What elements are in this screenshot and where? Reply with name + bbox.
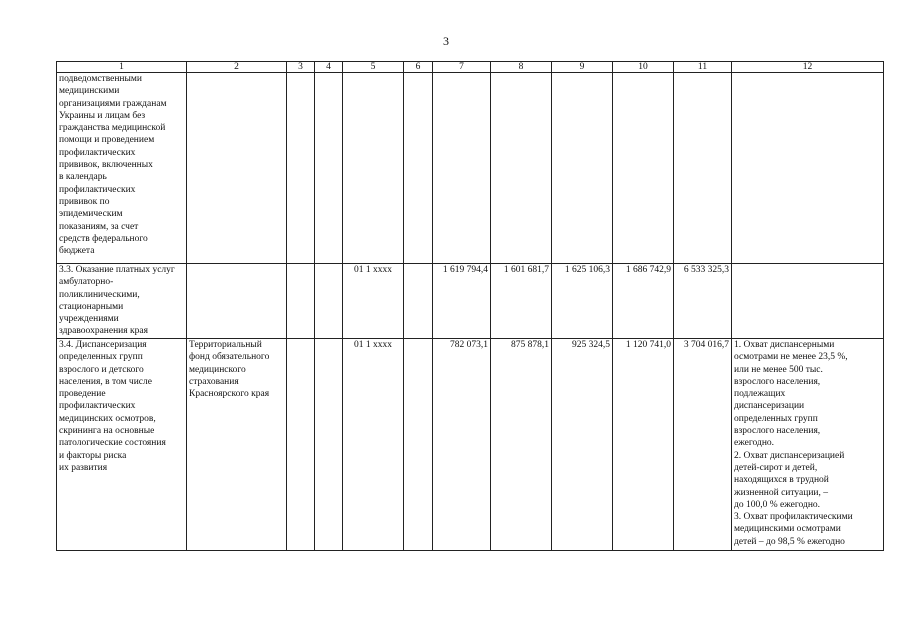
text-line: находящихся в трудной <box>734 475 829 486</box>
text-line: взрослого и детского <box>59 364 144 375</box>
text-line: населения, в том числе <box>59 376 152 387</box>
column-header: 12 <box>732 62 884 73</box>
text-line: Украины и лицам без <box>59 110 146 121</box>
column-header: 8 <box>491 62 552 73</box>
column-header: 9 <box>552 62 613 73</box>
text-line: средств федерального <box>59 233 148 244</box>
empty-cell <box>433 73 491 264</box>
text-line: 1. Охват диспансерными <box>734 340 835 350</box>
empty-cell <box>404 73 433 264</box>
budget-code: 01 1 хххх <box>343 339 404 551</box>
text-line: скрининга на основные <box>59 426 155 437</box>
text-line: Территориальный <box>189 340 262 350</box>
empty-cell <box>187 264 287 339</box>
text-line: в календарь <box>59 172 107 183</box>
column-header-row <box>57 62 884 73</box>
text-line: организациями гражданам <box>59 98 167 109</box>
text-line: подлежащих <box>734 389 786 400</box>
text-line: определенных групп <box>59 352 143 363</box>
text-line: показаниям, за счет <box>59 221 139 232</box>
text-line: профилактических <box>59 401 136 412</box>
text-line: профилактических <box>59 147 136 158</box>
text-line: 3. Охват профилактическими <box>734 512 853 523</box>
empty-cell <box>732 264 884 339</box>
text-line: поликлиническими, <box>59 289 140 300</box>
responsible-executor <box>187 339 287 551</box>
text-line: медицинских осмотров, <box>59 413 156 424</box>
text-line: профилактических <box>59 184 136 195</box>
empty-cell <box>315 264 343 339</box>
text-line: учреждениями <box>59 314 119 325</box>
empty-cell <box>187 73 287 264</box>
text-line: медицинскими <box>59 86 120 97</box>
text-line: амбулаторно- <box>59 277 114 288</box>
table-row <box>57 339 884 551</box>
text-line: их развития <box>59 462 108 473</box>
amount-value: 1 120 741,0 <box>613 339 674 551</box>
empty-cell <box>287 73 315 264</box>
empty-cell <box>552 73 613 264</box>
amount-value: 1 619 794,4 <box>433 264 491 339</box>
text-line: детей – до 98,5 % ежегодно <box>734 536 845 547</box>
expected-result <box>732 339 884 551</box>
column-header: 7 <box>433 62 491 73</box>
column-header: 4 <box>315 62 343 73</box>
text-line: детей-сирот и детей, <box>734 462 818 473</box>
empty-cell <box>613 73 674 264</box>
text-line: медицинскими осмотрами <box>734 524 841 535</box>
amount-value: 782 073,1 <box>433 339 491 551</box>
empty-cell <box>491 73 552 264</box>
text-line: взрослого населения, <box>734 426 821 437</box>
text-line: или не менее 500 тыс. <box>734 364 823 375</box>
amount-value: 925 324,5 <box>552 339 613 551</box>
text-line: здравоохранения края <box>59 326 148 337</box>
page-number: 3 <box>443 34 449 48</box>
table-row <box>57 73 884 264</box>
column-header: 5 <box>343 62 404 73</box>
text-line: Красноярского края <box>189 389 270 400</box>
amount-value: 1 686 742,9 <box>613 264 674 339</box>
text-line: стационарными <box>59 301 124 312</box>
empty-cell <box>343 73 404 264</box>
total-value: 3 704 016,7 <box>674 339 732 551</box>
column-header: 10 <box>613 62 674 73</box>
measure-description <box>57 339 187 551</box>
text-line: 2. Охват диспансеризацией <box>734 450 845 461</box>
text-line: гражданства медицинской <box>59 123 166 134</box>
amount-value: 1 625 106,3 <box>552 264 613 339</box>
column-header: 3 <box>287 62 315 73</box>
text-line: подведомственными <box>59 74 142 84</box>
amount-value: 1 601 681,7 <box>491 264 552 339</box>
empty-cell <box>287 339 315 551</box>
text-line: патологические состояния <box>59 438 166 449</box>
table-row <box>57 264 884 339</box>
text-line: определенных групп <box>734 413 818 424</box>
text-line: 3.4. Диспансеризация <box>59 340 147 350</box>
amount-value: 875 878,1 <box>491 339 552 551</box>
text-line: и факторы риска <box>59 450 127 461</box>
empty-cell <box>315 73 343 264</box>
text-line: прививок, включенных <box>59 160 153 171</box>
total-value: 6 533 325,3 <box>674 264 732 339</box>
column-header: 11 <box>674 62 732 73</box>
text-line: взрослого населения, <box>734 376 821 387</box>
empty-cell <box>674 73 732 264</box>
column-header: 2 <box>187 62 287 73</box>
empty-cell <box>404 264 433 339</box>
text-line: жизненной ситуации, – <box>734 487 828 498</box>
measure-description <box>57 73 187 264</box>
text-line: страхования <box>189 376 239 387</box>
text-line: фонд обязательного <box>189 352 270 363</box>
column-header: 1 <box>57 62 187 73</box>
text-line: медицинского <box>189 364 246 375</box>
budget-table <box>56 61 884 551</box>
empty-cell <box>732 73 884 264</box>
text-line: бюджета <box>59 246 95 257</box>
empty-cell <box>404 339 433 551</box>
text-line: до 100,0 % ежегодно. <box>734 499 821 510</box>
text-line: ежегодно. <box>734 438 775 449</box>
text-line: прививок по <box>59 196 110 207</box>
text-line: 3.3. Оказание платных услуг <box>59 265 175 275</box>
text-line: осмотрами не менее 23,5 %, <box>734 352 848 363</box>
measure-description <box>57 264 187 339</box>
text-line: эпидемическим <box>59 209 123 220</box>
empty-cell <box>287 264 315 339</box>
text-line: проведение <box>59 389 106 400</box>
text-line: помощи и проведением <box>59 135 155 146</box>
text-line: диспансеризации <box>734 401 805 412</box>
column-header: 6 <box>404 62 433 73</box>
budget-code: 01 1 хххх <box>343 264 404 339</box>
empty-cell <box>315 339 343 551</box>
